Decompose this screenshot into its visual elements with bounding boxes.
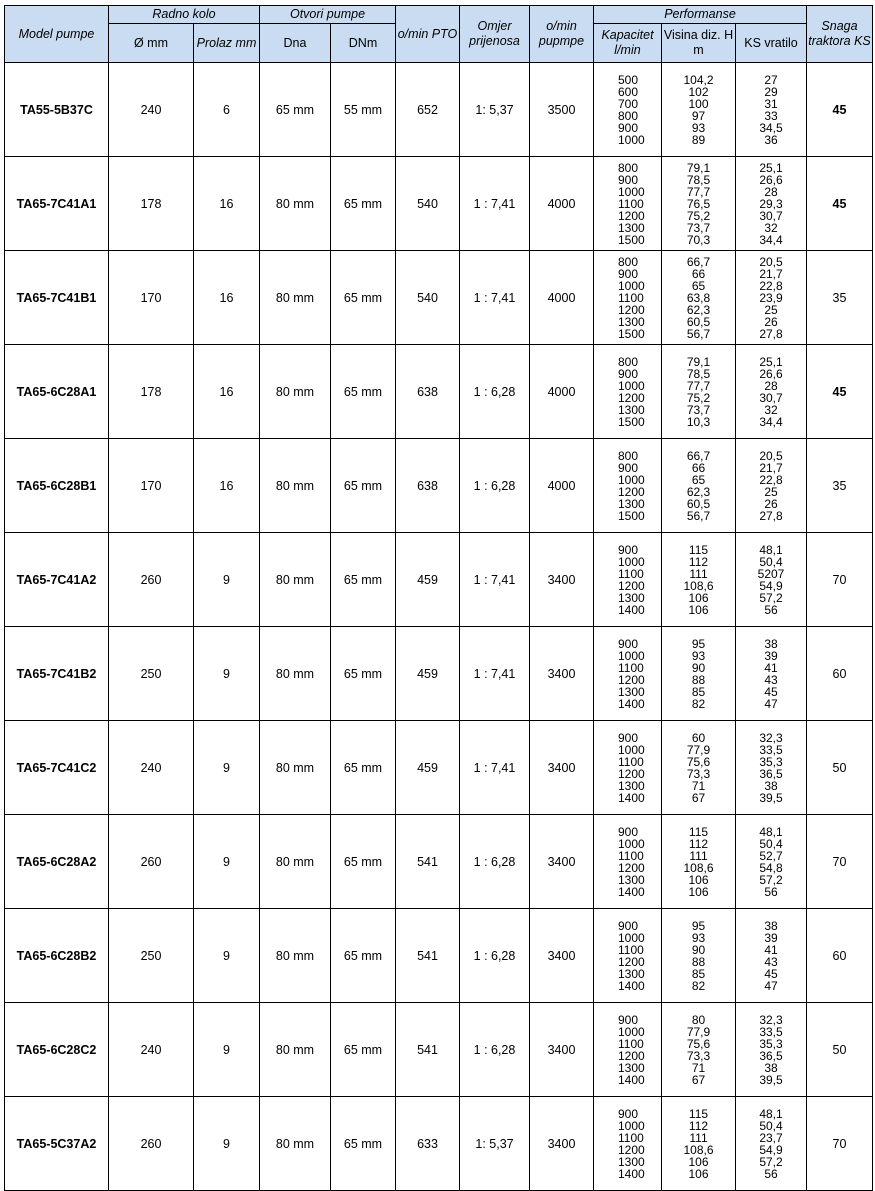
shaft-hp-cell	[736, 345, 807, 439]
table-row	[5, 63, 873, 157]
opening-dnm-cell: 65 mm	[331, 1097, 396, 1191]
opening-dnm-cell: 65 mm	[331, 815, 396, 909]
capacity-cell-values: 800 900 1000 1200 1300 1500	[618, 448, 645, 523]
pump-rpm-cell: 4000	[530, 439, 594, 533]
head-cell	[662, 815, 736, 909]
opening-dnm-cell: 65 mm	[331, 439, 396, 533]
header-tractor-hp: Snaga traktora KS	[807, 6, 873, 63]
opening-dna-cell: 80 mm	[260, 815, 331, 909]
capacity-cell-values: 900 1000 1100 1200 1300 1400	[618, 1106, 645, 1181]
capacity-cell	[594, 63, 662, 157]
head-cell-values: 115 112 111 108,6 106 106	[683, 542, 714, 617]
impeller-pass-cell: 16	[194, 345, 260, 439]
header-impeller: Radno kolo	[109, 6, 260, 24]
tractor-hp-cell: 45	[807, 63, 873, 157]
tractor-hp-cell: 50	[807, 1003, 873, 1097]
table-body	[5, 63, 873, 1191]
shaft-hp-cell-values: 38 39 41 43 45 47	[764, 636, 778, 711]
head-cell-values: 115 112 111 108,6 106 106	[683, 824, 714, 899]
ratio-cell: 1 : 7,41	[460, 627, 530, 721]
pto-rpm-cell: 540	[396, 157, 460, 251]
head-cell	[662, 627, 736, 721]
header-open-dnm: DNm	[331, 24, 396, 63]
capacity-cell-values: 900 1000 1100 1200 1300 1400	[618, 730, 645, 805]
capacity-cell-values: 500 600 700 800 900 1000	[618, 72, 645, 147]
shaft-hp-cell-values: 25,1 26,6 28 30,7 32 34,4	[759, 354, 783, 429]
tractor-hp-cell: 35	[807, 439, 873, 533]
impeller-dia-cell: 178	[109, 157, 194, 251]
impeller-pass-cell: 16	[194, 157, 260, 251]
head-cell	[662, 157, 736, 251]
table-row	[5, 533, 873, 627]
header-model: Model pumpe	[5, 6, 109, 63]
impeller-pass-cell: 6	[194, 63, 260, 157]
head-cell-values: 79,1 78,5 77,7 75,2 73,7 10,3	[686, 354, 711, 429]
model-cell: TA65-6C28B1	[5, 439, 109, 533]
capacity-cell	[594, 157, 662, 251]
pto-rpm-cell: 540	[396, 251, 460, 345]
impeller-pass-cell: 9	[194, 909, 260, 1003]
head-cell-values: 104,2 102 100 97 93 89	[683, 72, 714, 147]
capacity-cell	[594, 439, 662, 533]
opening-dna-cell: 80 mm	[260, 251, 331, 345]
model-cell: TA65-6C28A2	[5, 815, 109, 909]
head-cell	[662, 1003, 736, 1097]
opening-dnm-cell: 55 mm	[331, 63, 396, 157]
header-ratio: Omjer prijenosa	[460, 6, 530, 63]
impeller-pass-cell: 16	[194, 251, 260, 345]
model-cell: TA65-6C28B2	[5, 909, 109, 1003]
head-cell	[662, 345, 736, 439]
pump-rpm-cell: 3400	[530, 533, 594, 627]
pto-rpm-cell: 638	[396, 345, 460, 439]
model-cell: TA65-6C28C2	[5, 1003, 109, 1097]
impeller-dia-cell: 178	[109, 345, 194, 439]
opening-dna-cell: 80 mm	[260, 439, 331, 533]
pto-rpm-cell: 459	[396, 533, 460, 627]
capacity-cell-values: 900 1000 1100 1200 1300 1400	[618, 636, 645, 711]
impeller-dia-cell: 250	[109, 909, 194, 1003]
opening-dna-cell: 80 mm	[260, 909, 331, 1003]
ratio-cell: 1 : 6,28	[460, 1003, 530, 1097]
ratio-cell: 1 : 7,41	[460, 533, 530, 627]
impeller-dia-cell: 260	[109, 815, 194, 909]
impeller-pass-cell: 9	[194, 721, 260, 815]
opening-dna-cell: 80 mm	[260, 345, 331, 439]
capacity-cell-values: 900 1000 1100 1200 1300 1400	[618, 1012, 645, 1087]
shaft-hp-cell	[736, 909, 807, 1003]
opening-dnm-cell: 65 mm	[331, 909, 396, 1003]
shaft-hp-cell	[736, 533, 807, 627]
opening-dnm-cell: 65 mm	[331, 345, 396, 439]
header-openings: Otvori pumpe	[260, 6, 396, 24]
shaft-hp-cell	[736, 251, 807, 345]
shaft-hp-cell-values: 48,1 50,4 52,7 54,8 57,2 56	[759, 824, 783, 899]
shaft-hp-cell-values: 48,1 50,4 5207 54,9 57,2 56	[757, 542, 785, 617]
impeller-dia-cell: 240	[109, 721, 194, 815]
table-row	[5, 721, 873, 815]
model-cell: TA65-7C41A2	[5, 533, 109, 627]
table-row	[5, 1097, 873, 1191]
opening-dna-cell: 80 mm	[260, 627, 331, 721]
opening-dnm-cell: 65 mm	[331, 533, 396, 627]
header-pump-rpm: o/min pupmpe	[530, 6, 594, 63]
tractor-hp-cell: 70	[807, 815, 873, 909]
opening-dna-cell: 80 mm	[260, 721, 331, 815]
shaft-hp-cell-values: 25,1 26,6 28 29,3 30,7 32 34,4	[759, 160, 783, 247]
table-row	[5, 439, 873, 533]
opening-dnm-cell: 65 mm	[331, 157, 396, 251]
shaft-hp-cell	[736, 439, 807, 533]
shaft-hp-cell	[736, 1097, 807, 1191]
ratio-cell: 1 : 7,41	[460, 251, 530, 345]
impeller-pass-cell: 16	[194, 439, 260, 533]
table-row	[5, 627, 873, 721]
impeller-pass-cell: 9	[194, 1097, 260, 1191]
head-cell-values: 115 112 111 108,6 106 106	[683, 1106, 714, 1181]
head-cell	[662, 1097, 736, 1191]
capacity-cell-values: 900 1000 1100 1200 1300 1400	[618, 542, 645, 617]
head-cell-values: 66,7 66 65 62,3 60,5 56,7	[686, 448, 711, 523]
pto-rpm-cell: 638	[396, 439, 460, 533]
capacity-cell	[594, 909, 662, 1003]
capacity-cell	[594, 1097, 662, 1191]
pto-rpm-cell: 459	[396, 627, 460, 721]
impeller-dia-cell: 260	[109, 1097, 194, 1191]
opening-dnm-cell: 65 mm	[331, 721, 396, 815]
table-row	[5, 157, 873, 251]
header-capacity: Kapacitet l/min	[594, 24, 662, 63]
pump-spec-table	[4, 5, 873, 1191]
impeller-dia-cell: 260	[109, 533, 194, 627]
opening-dna-cell: 80 mm	[260, 1097, 331, 1191]
header-head: Visina diz. H m	[662, 24, 736, 63]
head-cell-values: 95 93 90 88 85 82	[691, 918, 706, 993]
capacity-cell-values: 800 900 1000 1100 1200 1300 1500	[618, 254, 645, 341]
model-cell: TA65-7C41A1	[5, 157, 109, 251]
tractor-hp-cell: 70	[807, 1097, 873, 1191]
shaft-hp-cell	[736, 721, 807, 815]
impeller-dia-cell: 240	[109, 63, 194, 157]
ratio-cell: 1 : 6,28	[460, 815, 530, 909]
shaft-hp-cell-values: 27 29 31 33 34,5 36	[759, 72, 783, 147]
tractor-hp-cell: 50	[807, 721, 873, 815]
pump-rpm-cell: 3400	[530, 1097, 594, 1191]
shaft-hp-cell	[736, 627, 807, 721]
pump-rpm-cell: 4000	[530, 251, 594, 345]
model-cell: TA65-6C28A1	[5, 345, 109, 439]
model-cell: TA65-7C41B2	[5, 627, 109, 721]
tractor-hp-cell: 45	[807, 345, 873, 439]
head-cell-values: 80 77,9 75,6 73,3 71 67	[686, 1012, 711, 1087]
model-cell: TA55-5B37C	[5, 63, 109, 157]
pto-rpm-cell: 459	[396, 721, 460, 815]
opening-dna-cell: 80 mm	[260, 533, 331, 627]
ratio-cell: 1 : 7,41	[460, 157, 530, 251]
head-cell	[662, 533, 736, 627]
pump-rpm-cell: 3400	[530, 721, 594, 815]
capacity-cell	[594, 345, 662, 439]
pump-rpm-cell: 4000	[530, 345, 594, 439]
model-cell: TA65-5C37A2	[5, 1097, 109, 1191]
shaft-hp-cell	[736, 157, 807, 251]
shaft-hp-cell-values: 20,5 21,7 22,8 23,9 25 26 27,8	[759, 254, 783, 341]
model-cell: TA65-7C41C2	[5, 721, 109, 815]
capacity-cell	[594, 251, 662, 345]
opening-dnm-cell: 65 mm	[331, 251, 396, 345]
header-impeller-pass: Prolaz mm	[194, 24, 260, 63]
capacity-cell	[594, 627, 662, 721]
shaft-hp-cell	[736, 1003, 807, 1097]
pump-rpm-cell: 3400	[530, 815, 594, 909]
pto-rpm-cell: 652	[396, 63, 460, 157]
head-cell	[662, 909, 736, 1003]
impeller-dia-cell: 170	[109, 251, 194, 345]
head-cell	[662, 251, 736, 345]
pump-rpm-cell: 3400	[530, 627, 594, 721]
table-row	[5, 251, 873, 345]
ratio-cell: 1 : 6,28	[460, 345, 530, 439]
impeller-pass-cell: 9	[194, 815, 260, 909]
shaft-hp-cell-values: 48,1 50,4 23,7 54,9 57,2 56	[759, 1106, 783, 1181]
opening-dnm-cell: 65 mm	[331, 1003, 396, 1097]
head-cell-values: 66,7 66 65 63,8 62,3 60,5 56,7	[686, 254, 711, 341]
tractor-hp-cell: 35	[807, 251, 873, 345]
head-cell	[662, 721, 736, 815]
table-header	[5, 6, 873, 63]
opening-dnm-cell: 65 mm	[331, 627, 396, 721]
tractor-hp-cell: 60	[807, 909, 873, 1003]
capacity-cell	[594, 815, 662, 909]
capacity-cell-values: 800 900 1000 1100 1200 1300 1500	[618, 160, 645, 247]
head-cell	[662, 63, 736, 157]
head-cell-values: 60 77,9 75,6 73,3 71 67	[686, 730, 711, 805]
capacity-cell	[594, 1003, 662, 1097]
shaft-hp-cell-values: 32,3 33,5 35,3 36,5 38 39,5	[759, 1012, 783, 1087]
pump-rpm-cell: 4000	[530, 157, 594, 251]
capacity-cell-values: 900 1000 1100 1200 1300 1400	[618, 824, 645, 899]
opening-dna-cell: 80 mm	[260, 1003, 331, 1097]
opening-dna-cell: 65 mm	[260, 63, 331, 157]
shaft-hp-cell-values: 20,5 21,7 22,8 25 26 27,8	[759, 448, 783, 523]
impeller-dia-cell: 240	[109, 1003, 194, 1097]
header-impeller-dia: Ø mm	[109, 24, 194, 63]
header-performance: Performanse	[594, 6, 807, 24]
impeller-dia-cell: 170	[109, 439, 194, 533]
tractor-hp-cell: 60	[807, 627, 873, 721]
capacity-cell	[594, 721, 662, 815]
header-shaft-hp: KS vratilo	[736, 24, 807, 63]
shaft-hp-cell-values: 32,3 33,5 35,3 36,5 38 39,5	[759, 730, 783, 805]
pump-rpm-cell: 3400	[530, 909, 594, 1003]
pump-rpm-cell: 3400	[530, 1003, 594, 1097]
header-pto: o/min PTO	[396, 6, 460, 63]
pto-rpm-cell: 541	[396, 909, 460, 1003]
capacity-cell-values: 800 900 1000 1200 1300 1500	[618, 354, 645, 429]
impeller-pass-cell: 9	[194, 533, 260, 627]
tractor-hp-cell: 45	[807, 157, 873, 251]
impeller-dia-cell: 250	[109, 627, 194, 721]
ratio-cell: 1 : 6,28	[460, 439, 530, 533]
pump-rpm-cell: 3500	[530, 63, 594, 157]
table-row	[5, 1003, 873, 1097]
impeller-pass-cell: 9	[194, 1003, 260, 1097]
shaft-hp-cell	[736, 63, 807, 157]
shaft-hp-cell	[736, 815, 807, 909]
opening-dna-cell: 80 mm	[260, 157, 331, 251]
pto-rpm-cell: 541	[396, 1003, 460, 1097]
pto-rpm-cell: 541	[396, 815, 460, 909]
pto-rpm-cell: 633	[396, 1097, 460, 1191]
ratio-cell: 1 : 6,28	[460, 909, 530, 1003]
table-row	[5, 815, 873, 909]
head-cell	[662, 439, 736, 533]
table-row	[5, 345, 873, 439]
header-open-dna: Dna	[260, 24, 331, 63]
impeller-pass-cell: 9	[194, 627, 260, 721]
ratio-cell: 1 : 7,41	[460, 721, 530, 815]
capacity-cell-values: 900 1000 1100 1200 1300 1400	[618, 918, 645, 993]
tractor-hp-cell: 70	[807, 533, 873, 627]
head-cell-values: 79,1 78,5 77,7 76,5 75,2 73,7 70,3	[686, 160, 711, 247]
ratio-cell: 1: 5,37	[460, 1097, 530, 1191]
ratio-cell: 1: 5,37	[460, 63, 530, 157]
shaft-hp-cell-values: 38 39 41 43 45 47	[764, 918, 778, 993]
head-cell-values: 95 93 90 88 85 82	[691, 636, 706, 711]
capacity-cell	[594, 533, 662, 627]
model-cell: TA65-7C41B1	[5, 251, 109, 345]
table-row	[5, 909, 873, 1003]
